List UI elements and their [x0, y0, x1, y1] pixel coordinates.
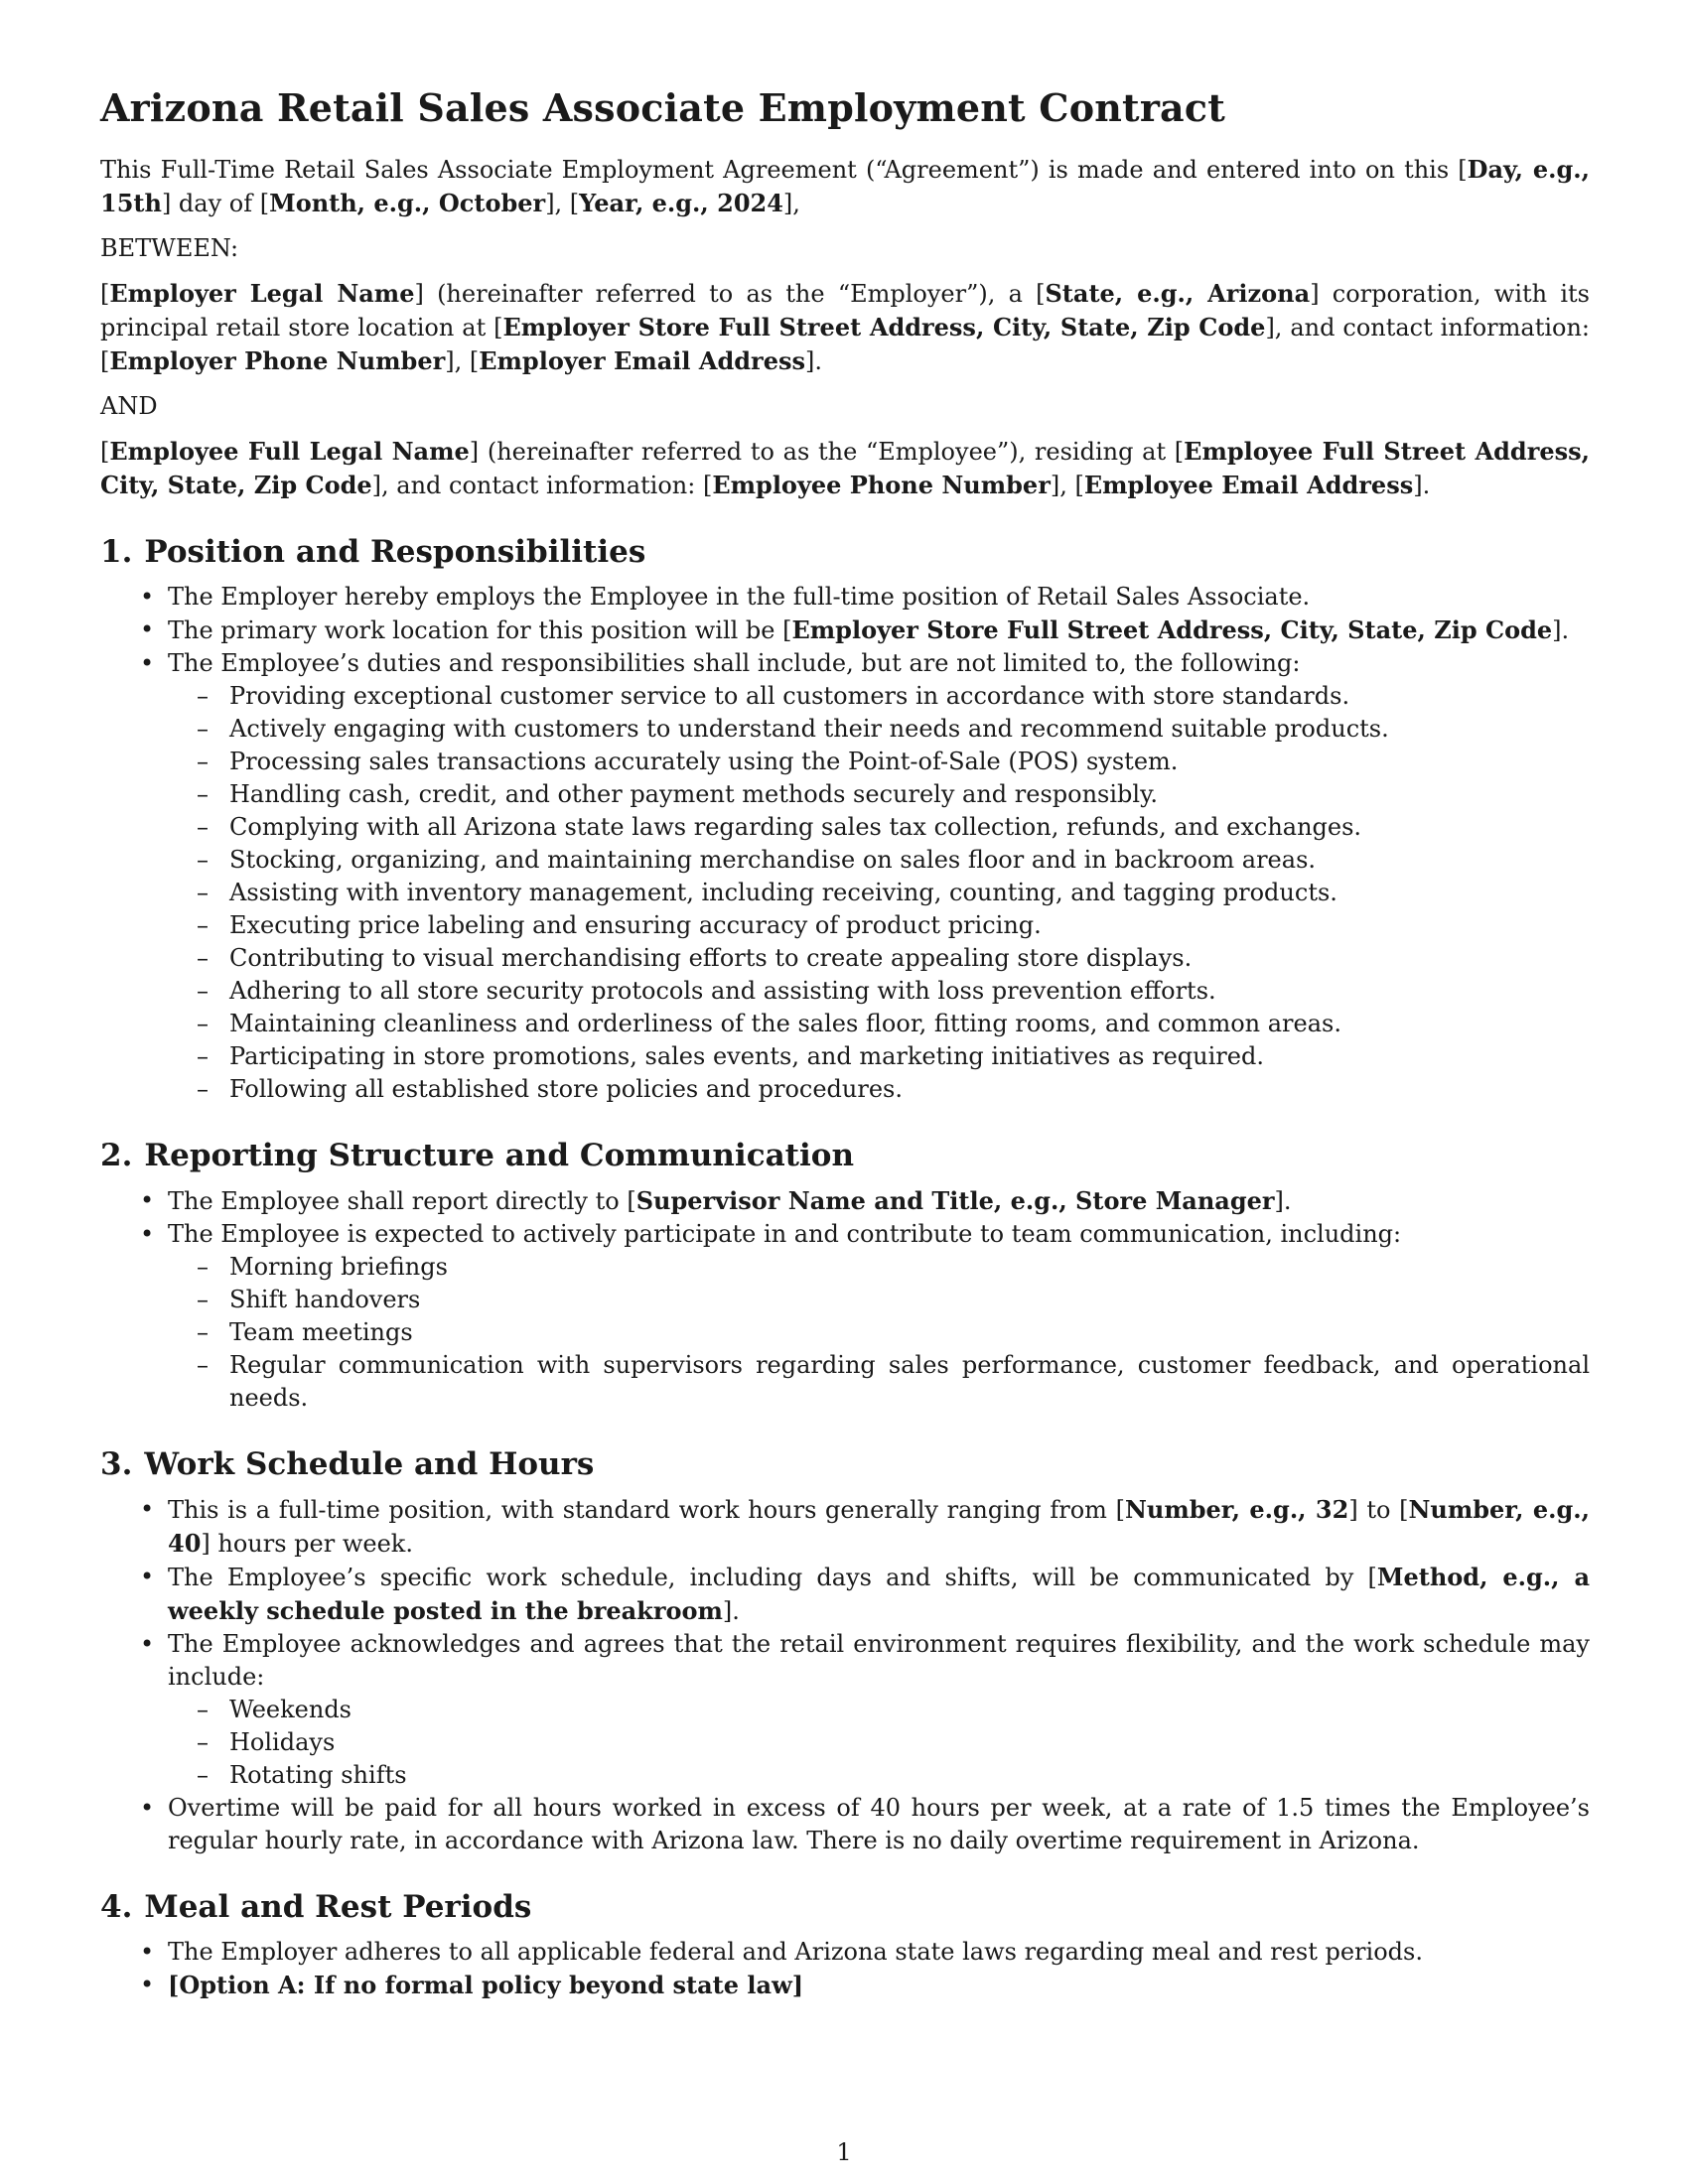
section-heading — [100, 1138, 1590, 1174]
section-heading — [100, 1446, 1590, 1483]
sub-list-item-text: Following all established store policies and procedures. — [229, 1074, 903, 1103]
sub-list-item — [168, 1694, 1590, 1726]
sub-list-item — [168, 1349, 1590, 1415]
bullet-icon: • — [140, 1219, 155, 1248]
section-title: Position and Responsibilities — [144, 533, 646, 570]
document-page — [100, 85, 1590, 2002]
employee-paragraph: [Employee Full Legal Name] (hereinafter referred to as the “Employee”), residing at [Employee Full Street Address, City, State, Zip Code], and contact information: [Employee Phone Number], [Employee Email Address]. — [100, 436, 1590, 499]
sub-list-item — [168, 713, 1590, 746]
dash-bullet-icon: – — [197, 1041, 209, 1070]
section-list — [100, 1493, 1590, 1857]
placeholder-year: Year, e.g., 2024 — [579, 188, 783, 217]
placeholder-field: [Option A: If no formal policy beyond state law] — [168, 1971, 804, 2000]
list-item-text: The Employer hereby employs the Employee in the full-time position of Retail Sales Associate. — [168, 582, 1311, 611]
and-label: AND — [100, 391, 158, 420]
list-item-text: The Employee acknowledges and agrees that the retail environment requires flexibility, and the work schedule may include: — [168, 1630, 1590, 1692]
placeholder-employee-name: Employee Full Legal Name — [109, 436, 470, 466]
section-heading — [100, 534, 1590, 571]
list-item — [100, 1493, 1590, 1561]
dash-bullet-icon: – — [197, 845, 209, 874]
dash-bullet-icon: – — [197, 1074, 209, 1103]
sub-list-item-text: Regular communication with supervisors regarding sales performance, customer feedback, and operational needs. — [229, 1350, 1590, 1412]
placeholder-field: Supervisor Name and Title, e.g., Store Manager — [635, 1185, 1275, 1215]
bullet-icon: • — [140, 582, 155, 611]
sub-list-item-text: Actively engaging with customers to understand their needs and recommend suitable products. — [229, 714, 1389, 743]
bullet-icon: • — [140, 1185, 155, 1214]
section-heading — [100, 1889, 1590, 1926]
sub-list-item — [168, 778, 1590, 811]
sub-list-item — [168, 1073, 1590, 1106]
dash-bullet-icon: – — [197, 1728, 209, 1757]
sub-list-item — [168, 1040, 1590, 1073]
list-item-text: Overtime will be paid for all hours worked in excess of 40 hours per week, at a rate of 1.5 times the Employee’s regular hourly rate, in accordance with Arizona law. There is no daily overtime requirement in Arizona. — [168, 1794, 1590, 1855]
placeholder-day: Day, e.g., 15th — [100, 154, 1590, 217]
sub-list-item — [168, 1284, 1590, 1316]
between-label: BETWEEN: — [100, 233, 239, 262]
sub-list-item-text: Team meetings — [229, 1317, 413, 1346]
section-number: 3. — [100, 1445, 133, 1482]
list-item — [100, 647, 1590, 1106]
sub-list-item — [168, 680, 1590, 713]
sub-list-item-text: Contributing to visual merchandising efforts to create appealing store displays. — [229, 943, 1193, 972]
sub-list-item — [168, 877, 1590, 909]
section-list — [100, 1936, 1590, 2002]
list-item — [100, 1792, 1590, 1857]
section-list — [100, 581, 1590, 1106]
bullet-icon: • — [140, 648, 155, 677]
placeholder-employer-email: Employer Email Address — [479, 345, 805, 375]
sub-list-item-text: Holidays — [229, 1728, 336, 1757]
dash-bullet-icon: – — [197, 943, 209, 972]
dash-bullet-icon: – — [197, 1009, 209, 1037]
list-item — [100, 1561, 1590, 1628]
dash-bullet-icon: – — [197, 812, 209, 841]
bullet-icon: • — [140, 1495, 155, 1524]
list-item-text: The Employer adheres to all applicable federal and Arizona state laws regarding meal and rest periods. — [168, 1938, 1423, 1967]
placeholder-field: Employer Store Full Street Address, City, State, Zip Code — [791, 614, 1553, 644]
dash-bullet-icon: – — [197, 910, 209, 939]
page-number: 1 — [836, 2138, 852, 2166]
list-item — [100, 1936, 1590, 1969]
dash-bullet-icon: – — [197, 1317, 209, 1346]
sub-list-item-text: Participating in store promotions, sales events, and marketing initiatives as required. — [229, 1041, 1264, 1070]
intro-date-paragraph: This Full-Time Retail Sales Associate Employment Agreement (“Agreement”) is made and entered into on this [Day, e.g., 15th] day of [Month, e.g., October], [Year, e.g., 2024], — [100, 154, 1590, 217]
dash-bullet-icon: – — [197, 1761, 209, 1790]
bullet-icon: • — [140, 1563, 155, 1591]
dash-bullet-icon: – — [197, 747, 209, 775]
list-item — [100, 1218, 1590, 1415]
bullet-icon: • — [140, 1630, 155, 1659]
list-item-text: ] hours per week. — [201, 1530, 413, 1559]
sub-list-item-text: Providing exceptional customer service to all customers in accordance with store standards. — [229, 681, 1350, 710]
sub-list-item-text: Processing sales transactions accurately using the Point-of-Sale (POS) system. — [229, 747, 1179, 775]
placeholder-employer-state: State, e.g., Arizona — [1045, 278, 1311, 308]
bullet-icon: • — [140, 1938, 155, 1967]
sub-list-item-text: Complying with all Arizona state laws regarding sales tax collection, refunds, and exchanges. — [229, 812, 1362, 841]
section-number: 1. — [100, 533, 133, 570]
section-title: Reporting Structure and Communication — [144, 1137, 854, 1173]
sub-list — [168, 680, 1590, 1106]
sub-list — [168, 1251, 1590, 1415]
sub-list-item — [168, 942, 1590, 975]
bullet-icon: • — [140, 614, 155, 643]
placeholder-employee-address: Employee Full Street Address, City, State, Zip Code — [100, 436, 1590, 499]
sub-list-item — [168, 811, 1590, 844]
list-item — [100, 614, 1590, 647]
employer-paragraph: [Employer Legal Name] (hereinafter referred to as the “Employer”), a [State, e.g., Arizona] corporation, with its principal retail store location at [Employer Store Full Street Address, City, State, Zip Code], and contact information: [Employer Phone Number], [Employer Email Address]. — [100, 278, 1591, 375]
section-title: Meal and Rest Periods — [144, 1889, 532, 1926]
sub-list-item — [168, 909, 1590, 942]
bullet-icon: • — [140, 1971, 155, 1999]
sub-list-item-text: Stocking, organizing, and maintaining merchandise on sales floor and in backroom areas. — [229, 845, 1317, 874]
placeholder-month: Month, e.g., October — [269, 188, 546, 217]
list-item-text: ]. — [722, 1597, 740, 1626]
placeholder-field: Number, e.g., 40 — [168, 1495, 1591, 1559]
sub-list-item — [168, 975, 1590, 1008]
list-item — [100, 1628, 1590, 1792]
placeholder-field: Method, e.g., a weekly schedule posted in the breakroom — [168, 1563, 1590, 1626]
list-item-text: The Employee is expected to actively participate in and contribute to team communication, including: — [168, 1219, 1402, 1248]
placeholder-employer-address: Employer Store Full Street Address, City, State, Zip Code — [502, 312, 1266, 341]
sub-list-item-text: Handling cash, credit, and other payment methods securely and responsibly. — [229, 779, 1159, 808]
placeholder-field: Number, e.g., 32 — [1124, 1495, 1349, 1525]
dash-bullet-icon: – — [197, 1285, 209, 1313]
sub-list-item — [168, 1726, 1590, 1759]
section-title: Work Schedule and Hours — [144, 1445, 595, 1482]
list-item-text: This is a full-time position, with standard work hours generally ranging from [ — [168, 1496, 1125, 1525]
dash-bullet-icon: – — [197, 681, 209, 710]
sub-list-item-text: Maintaining cleanliness and orderliness of the sales floor, fitting rooms, and common areas. — [229, 1009, 1341, 1037]
document-title: Arizona Retail Sales Associate Employment Contract — [100, 85, 1225, 130]
list-item-text: The Employee shall report directly to [ — [168, 1186, 636, 1215]
list-item — [100, 1969, 1590, 2002]
section-number: 4. — [100, 1889, 133, 1926]
list-item-text: ]. — [1274, 1186, 1292, 1215]
dash-bullet-icon: – — [197, 714, 209, 743]
list-item — [100, 1184, 1590, 1218]
sub-list-item — [168, 746, 1590, 778]
dash-bullet-icon: – — [197, 976, 209, 1005]
dash-bullet-icon: – — [197, 1696, 209, 1724]
list-item-text: The Employee’s specific work schedule, including days and shifts, will be communicated by [ — [168, 1564, 1377, 1592]
dash-bullet-icon: – — [197, 1350, 209, 1379]
list-item-text: The Employee’s duties and responsibilities shall include, but are not limited to, the following: — [168, 648, 1301, 677]
dash-bullet-icon: – — [197, 878, 209, 906]
placeholder-employer-name: Employer Legal Name — [109, 278, 415, 308]
sub-list-item — [168, 1759, 1590, 1792]
list-item-text: The primary work location for this position will be [ — [168, 615, 792, 644]
sub-list-item-text: Assisting with inventory management, including receiving, counting, and tagging products. — [229, 878, 1337, 906]
sub-list-item-text: Executing price labeling and ensuring accuracy of product pricing. — [229, 910, 1042, 939]
list-item — [100, 581, 1590, 614]
sub-list-item-text: Morning briefings — [229, 1252, 448, 1281]
placeholder-employer-phone: Employer Phone Number — [109, 345, 446, 375]
sub-list-item-text: Weekends — [229, 1696, 352, 1724]
sub-list-item — [168, 844, 1590, 877]
sub-list-item-text: Rotating shifts — [229, 1761, 407, 1790]
sub-list-item — [168, 1251, 1590, 1284]
sub-list — [168, 1694, 1590, 1792]
list-item-text: ] to [ — [1348, 1496, 1409, 1525]
sub-list-item — [168, 1316, 1590, 1349]
list-item-text: ]. — [1552, 615, 1570, 644]
bullet-icon: • — [140, 1794, 155, 1823]
dash-bullet-icon: – — [197, 1252, 209, 1281]
contract-sections — [100, 534, 1590, 2003]
sub-list-item — [168, 1008, 1590, 1040]
sub-list-item-text: Adhering to all store security protocols and assisting with loss prevention efforts. — [229, 976, 1216, 1005]
section-list — [100, 1184, 1590, 1415]
section-number: 2. — [100, 1137, 133, 1173]
dash-bullet-icon: – — [197, 779, 209, 808]
sub-list-item-text: Shift handovers — [229, 1285, 421, 1313]
placeholder-employee-phone: Employee Phone Number — [712, 470, 1051, 499]
placeholder-employee-email: Employee Email Address — [1083, 470, 1414, 499]
